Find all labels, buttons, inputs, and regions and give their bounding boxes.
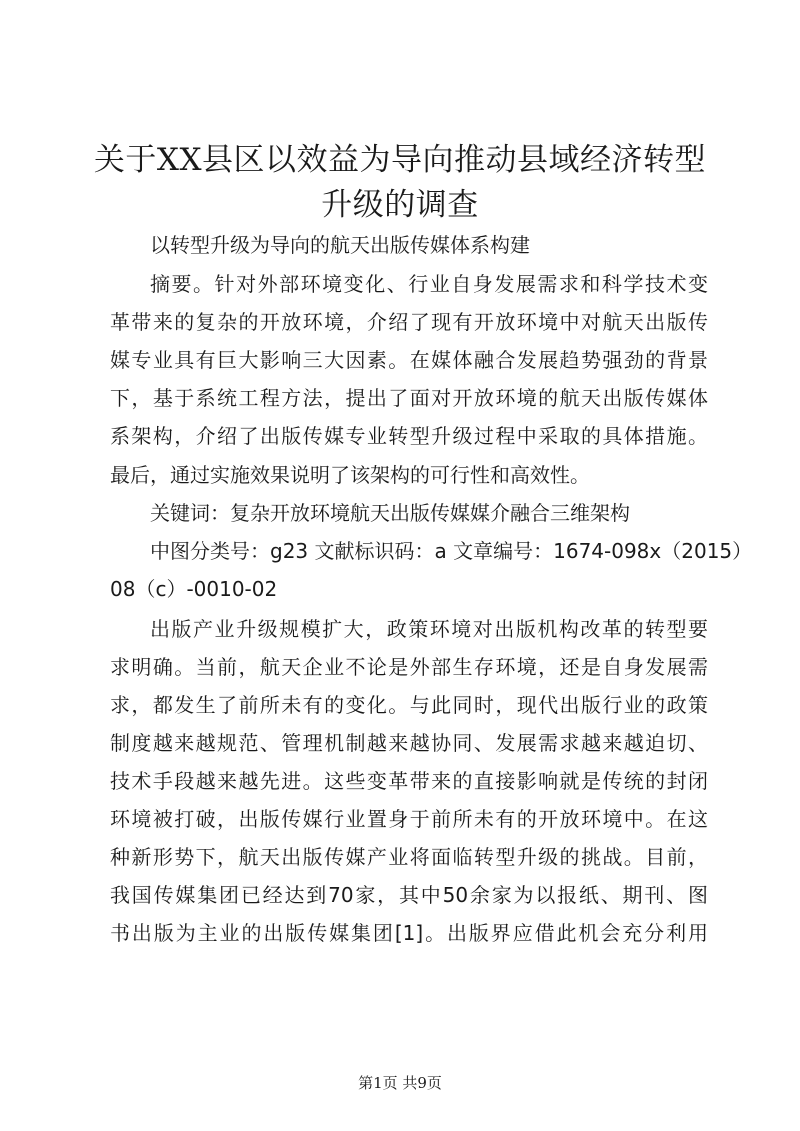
body-line: 书出版为主业的出版传媒集团[1]。出版界应借此机会充分利用 — [110, 921, 708, 945]
body-line: 求明确。当前，航天企业不论是外部生存环境，还是自身发展需 — [110, 655, 708, 679]
body-line: 环境被打破，出版传媒行业置身于前所未有的开放环境中。在这 — [110, 807, 708, 831]
abstract-line: 革带来的复杂的开放环境，介绍了现有开放环境中对航天出版传 — [110, 310, 708, 334]
abstract-line: 摘要。针对外部环境变化、行业自身发展需求和科学技术变 — [150, 272, 708, 296]
body-line: 出版产业升级规模扩大，政策环境对出版机构改革的转型要 — [150, 617, 708, 641]
abstract-line: 最后，通过实施效果说明了该架构的可行性和高效性。 — [110, 463, 590, 487]
page-number-footer: 第1页 共9页 — [358, 1074, 442, 1092]
abstract-line: 下，基于系统工程方法，提出了面对开放环境的航天出版传媒体 — [110, 386, 708, 410]
abstract-line: 媒专业具有巨大影响三大因素。在媒体融合发展趋势强劲的背景 — [110, 348, 708, 372]
body-line: 我国传媒集团已经达到70家，其中50余家为以报纸、期刊、图 — [110, 883, 708, 907]
article-subtitle: 以转型升级为导向的航天出版传媒体系构建 — [150, 233, 530, 257]
document-title-line-1: 关于XX县区以效益为导向推动县域经济转型 — [93, 142, 707, 178]
body-line: 求，都发生了前所未有的变化。与此同时，现代出版行业的政策 — [110, 693, 708, 717]
classification-line: 中图分类号：g23 文献标识码：a 文章编号：1674-098x（2015） — [150, 539, 753, 563]
body-line: 技术手段越来越先进。这些变革带来的直接影响就是传统的封闭 — [110, 769, 708, 793]
body-line: 种新形势下，航天出版传媒产业将面临转型升级的挑战。目前， — [110, 845, 708, 869]
keywords-line: 关键词：复杂开放环境航天出版传媒媒介融合三维架构 — [150, 501, 630, 525]
classification-line: 08（c）-0010-02 — [110, 577, 278, 601]
document-title-line-2: 升级的调查 — [321, 187, 479, 223]
abstract-line: 系架构，介绍了出版传媒专业转型升级过程中采取的具体措施。 — [110, 424, 708, 448]
body-line: 制度越来越规范、管理机制越来越协同、发展需求越来越迫切、 — [110, 731, 708, 755]
